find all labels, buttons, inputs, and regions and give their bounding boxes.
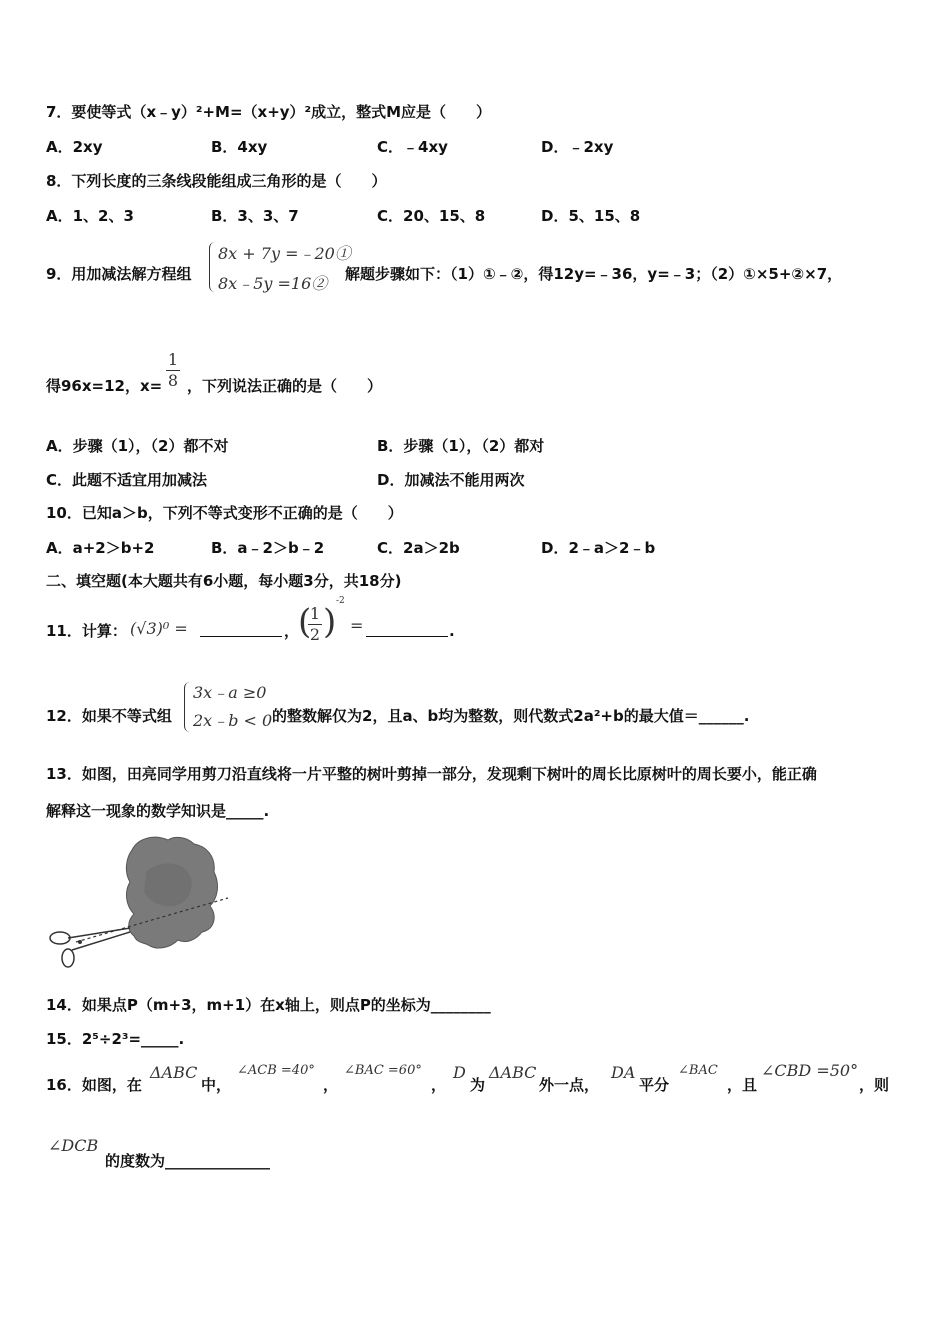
q10-option-c: C．2a＞2b xyxy=(377,539,460,557)
q8-stem: 8．下列长度的三条线段能组成三角形的是（ ） xyxy=(46,172,387,190)
q11-expr1: (√3)⁰ = xyxy=(130,619,188,638)
q11-blank2[interactable] xyxy=(366,620,448,637)
q16-then: ，则 xyxy=(859,1076,890,1094)
q16-d: D xyxy=(453,1063,466,1082)
q13-line2: 解释这一现象的数学知识是_____. xyxy=(46,802,270,820)
q9-frac-num: 1 xyxy=(167,350,179,369)
q9-option-a: A．步骤（1），（2）都不对 xyxy=(46,437,229,455)
q11-equals: = xyxy=(350,616,364,635)
q16-ang2: ∠BAC =60° xyxy=(344,1063,422,1078)
q12-ineq2: 2x﹣b < 0 xyxy=(193,711,273,730)
q14: 14．如果点P（m+3，m+1）在x轴上，则点P的坐标为________ xyxy=(46,996,491,1014)
q9-suffix: 解题步骤如下：（1）①﹣②，得12y=﹣36，y=﹣3；（2）①×5+②×7， xyxy=(345,265,843,283)
q16-ang5: ∠DCB xyxy=(48,1136,99,1155)
q12-ineq1: 3x﹣a ≥0 xyxy=(193,683,267,702)
q9-option-d: D．加减法不能用两次 xyxy=(377,471,525,489)
q9-line2-prefix: 得96x=12，x= xyxy=(46,377,163,395)
q16-wei: 为 xyxy=(470,1076,486,1094)
q9-fraction xyxy=(166,350,180,391)
q7-stem: 7．要使等式（x﹣y）²+M=（x+y）²成立，整式M应是（ ） xyxy=(46,103,492,121)
q11-end: . xyxy=(449,622,455,640)
q16-prefix: 16．如图，在 xyxy=(46,1076,142,1094)
q16-ang4: ∠CBD =50° xyxy=(761,1061,859,1080)
q8-option-d: D．5、15、8 xyxy=(541,207,641,225)
scissors-icon xyxy=(50,928,130,967)
q7-option-a: A．2xy xyxy=(46,138,103,156)
q16-c1: ， xyxy=(323,1076,339,1094)
q16-ang1: ∠ACB =40° xyxy=(237,1063,315,1078)
q16-c2: ， xyxy=(431,1076,447,1094)
q9-option-c: C．此题不适宜用加减法 xyxy=(46,471,208,489)
q7-option-d: D．﹣2xy xyxy=(541,138,614,156)
leaf-shadow xyxy=(144,863,192,906)
q11-blank1[interactable] xyxy=(200,620,282,637)
q15: 15．2⁵÷2³=_____. xyxy=(46,1030,185,1048)
q10-option-d: D．2﹣a＞2﹣b xyxy=(541,539,656,557)
q9-frac-den: 8 xyxy=(167,371,179,390)
q12-brace xyxy=(184,682,191,732)
q16-outer: 外一点， xyxy=(539,1076,600,1094)
q12-prefix: 12．如果不等式组 xyxy=(46,707,172,725)
q16-tail: 的度数为______________ xyxy=(105,1152,271,1170)
q8-option-c: C．20、15、8 xyxy=(377,207,486,225)
q8-option-a: A．1、2、3 xyxy=(46,207,134,225)
q7-option-b: B．4xy xyxy=(211,138,268,156)
q11-left-paren: ( xyxy=(298,602,312,642)
q16-tri2: ΔABC xyxy=(489,1063,537,1082)
q12-suffix: 的整数解仅为2，且a、b均为整数，则代数式2a²+b的最大值＝______. xyxy=(272,707,750,725)
q8-option-b: B．3、3、7 xyxy=(211,207,299,225)
q16-mid1: 中， xyxy=(201,1076,232,1094)
q9-eq2: 8x﹣5y =16② xyxy=(218,274,328,293)
q16-tri1: ΔABC xyxy=(150,1063,198,1082)
q9-option-b: B．步骤（1），（2）都对 xyxy=(377,437,545,455)
q13-line1: 13．如图，田亮同学用剪刀沿直线将一片平整的树叶剪掉一部分，发现剩下树叶的周长比原树叶的周长要小，能正确 xyxy=(46,765,817,783)
q11-fraction xyxy=(308,604,322,645)
q7-option-c: C．﹣4xy xyxy=(377,138,448,156)
q16-ang3: ∠BAC xyxy=(678,1063,718,1078)
q16-and: ，且 xyxy=(727,1076,758,1094)
q11-exponent: -2 xyxy=(336,596,345,606)
q11-prefix: 11．计算： xyxy=(46,622,127,640)
q9-eq1: 8x + 7y =﹣20① xyxy=(218,244,351,263)
leaf-scissors-figure xyxy=(46,832,236,972)
section-title: 二、填空题(本大题共有6小题，每小题3分，共18分) xyxy=(46,572,402,590)
q10-option-b: B．a﹣2＞b﹣2 xyxy=(211,539,325,557)
q11-frac-den: 2 xyxy=(309,625,321,644)
q10-stem: 10．已知a＞b，下列不等式变形不正确的是（ ） xyxy=(46,504,403,522)
q9-prefix: 9．用加减法解方程组 xyxy=(46,265,192,283)
q10-option-a: A．a+2＞b+2 xyxy=(46,539,155,557)
q11-sep: ， xyxy=(284,622,300,640)
q11-right-paren: ) xyxy=(323,602,337,642)
q9-brace xyxy=(209,242,216,292)
q9-line2-suffix: ，下列说法正确的是（ ） xyxy=(187,377,383,395)
q16-bisect: 平分 xyxy=(639,1076,670,1094)
q11-frac-num: 1 xyxy=(309,604,321,623)
q16-da: DA xyxy=(611,1063,636,1082)
